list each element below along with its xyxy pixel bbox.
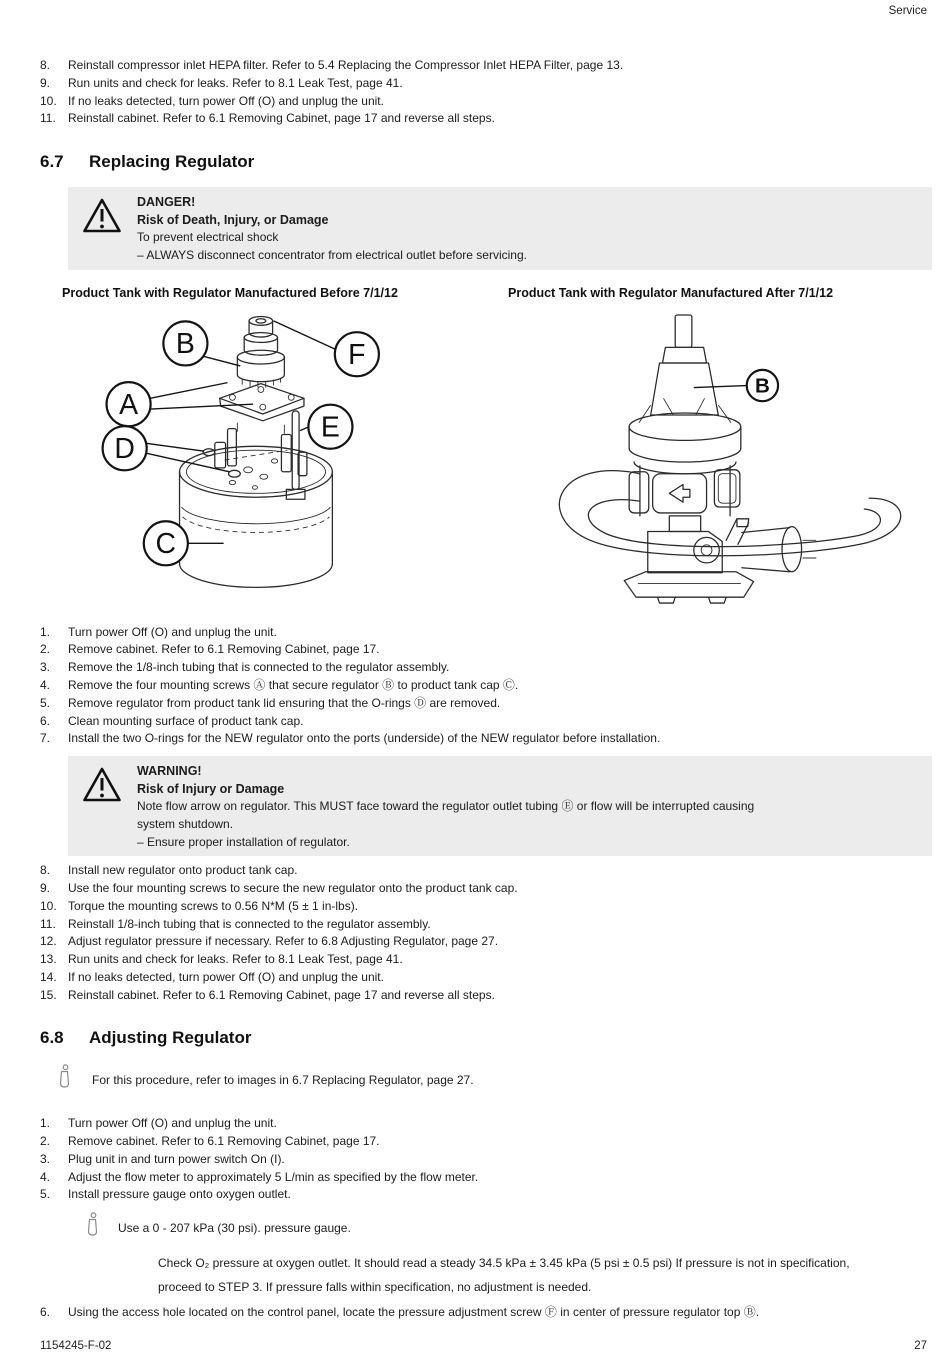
list-item (40, 1169, 932, 1187)
adjusting-steps-1-5 (40, 1115, 932, 1204)
callout-label-B: B (755, 373, 770, 397)
page-footer (40, 1340, 927, 1352)
warning-line: – Ensure proper installation of regulator. (137, 834, 350, 849)
note-text: For this procedure, refer to images in 6.7 Replacing Regulator, page 27. (92, 1072, 474, 1087)
list-item (40, 898, 932, 916)
list-item (40, 1133, 932, 1151)
list-item (40, 987, 932, 1005)
step-number: 3. (40, 1151, 51, 1166)
step-text: Install the two O-rings for the NEW regulator onto the ports (underside) of the NEW regulator before installation. (68, 731, 661, 746)
step-number: 15. (40, 987, 57, 1002)
callout-label-D: D (114, 432, 135, 465)
warning-subtitle: Risk of Injury or Damage (137, 781, 285, 796)
step-number: 11. (40, 111, 56, 126)
list-item (40, 916, 932, 934)
step-text: Turn power Off (O) and unplug the unit. (68, 1116, 277, 1131)
step-text: Plug unit in and turn power switch On (I). (68, 1151, 285, 1166)
section-6-8-heading (40, 1028, 932, 1048)
step-number: 6. (40, 1305, 51, 1320)
step-text: Remove cabinet. Refer to 6.1 Removing Cabinet, page 17. (68, 1134, 380, 1149)
step-number: 13. (40, 952, 57, 967)
danger-title: DANGER! (137, 195, 196, 210)
replacing-steps-8-15 (40, 862, 932, 1004)
note-text-line: proceed to STEP 3. If pressure falls within specification, no adjustment is needed. (158, 1280, 592, 1295)
step-text: Install new regulator onto product tank cap. (68, 863, 298, 878)
list-item (40, 695, 932, 713)
step-number: 8. (40, 863, 51, 878)
list-item (40, 1304, 932, 1322)
list-item (40, 880, 932, 898)
replacing-steps-1-7 (40, 624, 932, 749)
step-number: 4. (40, 1169, 51, 1184)
list-item (40, 1186, 932, 1204)
list-item (40, 1115, 932, 1133)
step-number: 11. (40, 916, 56, 931)
danger-subtitle: Risk of Death, Injury, or Damage (137, 212, 329, 227)
note-reference (57, 1064, 932, 1097)
step-text: Adjust the flow meter to approximately 5 L/min as specified by the flow meter. (68, 1169, 479, 1184)
step-number: 6. (40, 713, 51, 728)
list-item (40, 677, 932, 695)
step-text: If no leaks detected, turn power Off (O) and unplug the unit. (68, 93, 384, 108)
step-number: 4. (40, 677, 51, 692)
figures-row (60, 302, 932, 620)
step-number: 7. (40, 731, 51, 746)
section-number: 6.7 (40, 152, 64, 172)
step-text: Remove regulator from product tank lid ensuring that the O-rings Ⓓ are removed. (68, 695, 501, 710)
step-number: 9. (40, 880, 51, 895)
document-number: 1154245-F-02 (40, 1340, 112, 1352)
step-number: 5. (40, 695, 51, 710)
step-text: Remove cabinet. Refer to 6.1 Removing Cabinet, page 17. (68, 642, 380, 657)
danger-box (68, 187, 932, 269)
note-text: Use a 0 - 207 kPa (30 psi). pressure gauge. (118, 1220, 351, 1235)
step-number: 1. (40, 624, 51, 639)
warning-line: system shutdown. (137, 816, 234, 831)
step-text: Clean mounting surface of product tank cap. (68, 713, 304, 728)
section-number: 6.8 (40, 1028, 64, 1048)
list-item (40, 713, 932, 731)
figure-tank-regulator-before (60, 302, 491, 620)
step-text: If no leaks detected, turn power Off (O) and unplug the unit. (68, 969, 384, 984)
list-item (40, 659, 932, 677)
section-6-7-heading (40, 152, 932, 172)
list-item (40, 75, 932, 93)
callout-label-A: A (119, 388, 139, 421)
list-item (40, 862, 932, 880)
step-text: Torque the mounting screws to 0.56 N*M (5 ± 1 in-lbs). (68, 898, 359, 913)
step-text: Reinstall cabinet. Refer to 6.1 Removing Cabinet, page 17 and reverse all steps. (68, 111, 495, 126)
warning-triangle-icon (82, 763, 137, 851)
step-text: Reinstall compressor inlet HEPA filter. Refer to 5.4 Replacing the Compressor Inlet HEPA Filter, page 13. (68, 58, 624, 72)
list-item (40, 641, 932, 659)
adjusting-step-6 (40, 1304, 932, 1322)
step-number: 1. (40, 1116, 51, 1131)
note-pin-icon (85, 1212, 99, 1245)
section-title: Replacing Regulator (89, 152, 255, 172)
step-text: Remove the four mounting screws Ⓐ that secure regulator Ⓑ to product tank cap Ⓒ. (68, 677, 519, 692)
list-item (40, 951, 932, 969)
step-text: Install pressure gauge onto oxygen outlet. (68, 1187, 291, 1202)
step-text: Use the four mounting screws to secure the new regulator onto the product tank cap. (68, 880, 518, 895)
page-number: 27 (914, 1340, 927, 1352)
step-text: Turn power Off (O) and unplug the unit. (68, 624, 277, 639)
step-text: Adjust regulator pressure if necessary. Refer to 6.8 Adjusting Regulator, page 27. (68, 934, 499, 949)
callout-label-F: F (348, 338, 366, 371)
step-number: 9. (40, 75, 51, 90)
step-text: Run units and check for leaks. Refer to 8.1 Leak Test, page 41. (68, 952, 403, 967)
list-item (40, 110, 932, 128)
step-number: 10. (40, 898, 57, 913)
list-item (40, 730, 932, 748)
danger-line: – ALWAYS disconnect concentrator from electrical outlet before servicing. (137, 247, 527, 262)
step-text: Reinstall cabinet. Refer to 6.1 Removing Cabinet, page 17 and reverse all steps. (68, 987, 495, 1002)
step-number: 2. (40, 642, 51, 657)
intro-steps-list (40, 57, 932, 128)
step-number: 10. (40, 93, 57, 108)
figure-caption-after: Product Tank with Regulator Manufactured After 7/1/12 (508, 285, 834, 300)
step-text: Reinstall 1/8-inch tubing that is connected to the regulator assembly. (68, 916, 431, 931)
callout-label-C: C (155, 527, 177, 560)
step-number: 2. (40, 1134, 51, 1149)
step-number: 8. (40, 58, 51, 72)
step-number: 3. (40, 660, 51, 675)
list-item (40, 933, 932, 951)
note-pin-icon (57, 1064, 71, 1097)
figure-caption-before: Product Tank with Regulator Manufactured Before 7/1/12 (62, 285, 398, 300)
callout-label-E: E (320, 411, 340, 444)
note-gauge (85, 1212, 932, 1245)
section-title: Adjusting Regulator (89, 1028, 252, 1048)
step-number: 14. (40, 969, 57, 984)
flow-arrow-icon (669, 484, 690, 502)
warning-title: WARNING! (137, 764, 202, 779)
warning-box (68, 756, 932, 856)
warning-triangle-icon (82, 194, 137, 264)
list-item (40, 93, 932, 111)
note-text-line: Check O₂ pressure at oxygen outlet. It should read a steady 34.5 kPa ± 3.45 kPa (5 psi ± 0.5 psi) If pressure is not in specification, (158, 1256, 850, 1271)
callout-label-B: B (175, 327, 195, 360)
list-item (40, 624, 932, 642)
list-item (40, 57, 932, 75)
note-check-pressure (158, 1251, 917, 1299)
figure-captions (40, 286, 932, 300)
list-item (40, 969, 932, 987)
header-section-label: Service (888, 5, 927, 17)
step-number: 12. (40, 934, 57, 949)
step-text: Using the access hole located on the control panel, locate the pressure adjustment screw Ⓕ in center of pressure regulator top Ⓑ. (68, 1305, 760, 1320)
warning-line: Note flow arrow on regulator. This MUST face toward the regulator outlet tubing Ⓔ or flow will be interrupted causing (137, 799, 755, 814)
danger-line: To prevent electrical shock (137, 230, 279, 245)
step-text: Run units and check for leaks. Refer to 8.1 Leak Test, page 41. (68, 75, 403, 90)
step-number: 5. (40, 1187, 51, 1202)
list-item (40, 1151, 932, 1169)
step-text: Remove the 1/8-inch tubing that is connected to the regulator assembly. (68, 660, 450, 675)
figure-regulator-after (491, 302, 932, 620)
